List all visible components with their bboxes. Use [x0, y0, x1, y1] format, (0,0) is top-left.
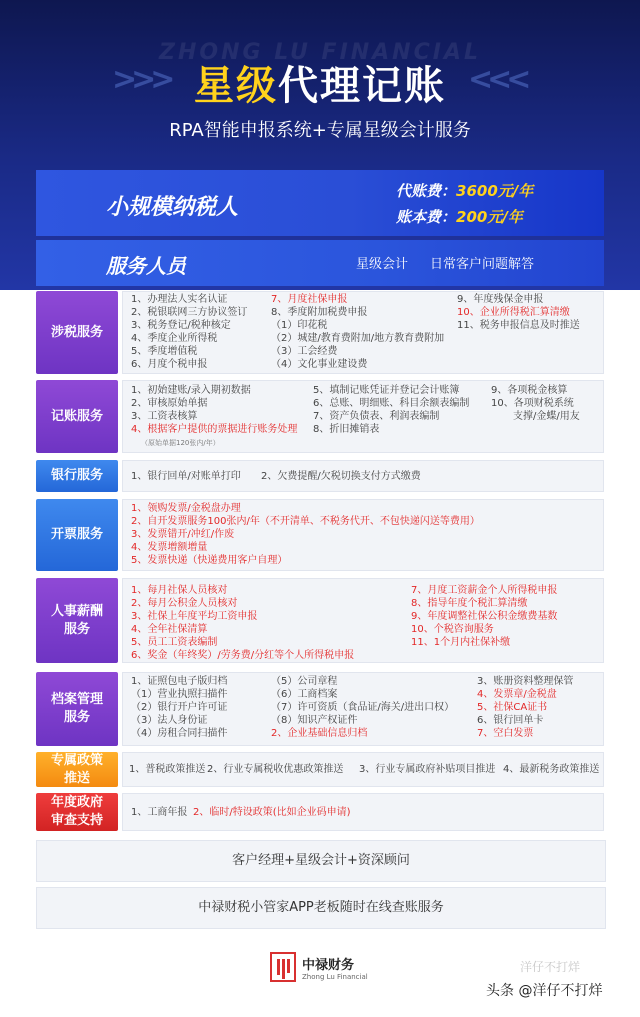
section-bookkeeping-label: 记账服务 — [36, 380, 118, 453]
list-item: 4、最新税务政策推送 — [503, 764, 600, 775]
list-item: 6、总账、明细账、科目余额表编制 — [313, 398, 470, 409]
list-item: 5、发票快递（快递费用客户自理） — [131, 555, 288, 566]
list-item: 4、全年社保清算 — [131, 624, 208, 635]
list-item: （6）工商档案 — [271, 689, 338, 700]
list-item: 11、1个月内社保补缴 — [411, 637, 511, 648]
label-line: 年度政府 — [50, 795, 103, 810]
list-item: 3、税务登记/税种核定 — [131, 320, 231, 331]
list-item: 9、年度调整社保公积金缴费基数 — [411, 611, 558, 622]
staff-role-2: 日常客户问题解答 — [430, 257, 535, 272]
list-item: 6、奖金（年终奖）/劳务费/分红等个人所得税申报 — [131, 650, 355, 661]
list-item: 7、资产负债表、利润表编制 — [313, 411, 440, 422]
section-invoice — [36, 499, 604, 571]
section-bank-label: 银行服务 — [36, 460, 118, 492]
list-item: 9、各项税金核算 — [491, 385, 568, 396]
taxpayer-type: 小规模纳税人 — [106, 195, 239, 220]
list-item: （8）知识产权证件 — [271, 715, 358, 726]
section-bank — [36, 460, 604, 492]
list-item: （1）营业执照扫描件 — [131, 689, 228, 700]
list-item: 4、发票增额增量 — [131, 542, 208, 553]
list-item: （4）文化事业建设费 — [271, 359, 368, 370]
list-item: 1、办理法人实名认证 — [131, 294, 228, 305]
fee-list — [396, 178, 533, 230]
list-item: 8、季度附加税费申报 — [271, 307, 368, 318]
list-item: 8、指导年度个税汇算清缴 — [411, 598, 528, 609]
label-line: 服务 — [63, 710, 90, 725]
fee2-label: 账本费： — [396, 208, 457, 226]
list-item: （1）印花税 — [271, 320, 328, 331]
staff-role-1: 星级会计 — [356, 257, 409, 272]
list-item: 5、季度增值税 — [131, 346, 198, 357]
list-item: 7、月度工资薪金个人所得税申报 — [411, 585, 558, 596]
list-item: 支撑/金蝶/用友 — [513, 411, 580, 422]
company-logo — [270, 952, 368, 982]
list-item: 8、折旧摊销表 — [313, 424, 380, 435]
list-item: （2）城建/教育费附加/地方教育费附加 — [271, 333, 445, 344]
section-policy-label — [36, 752, 118, 787]
source-watermark: 头条 @洋仔不打烊 — [486, 983, 603, 999]
hero-watermark: ZHONG LU FINANCIAL — [159, 40, 481, 65]
section-archive-label — [36, 672, 118, 746]
list-item: 2、企业基础信息归档 — [271, 728, 368, 739]
section-policy — [36, 752, 604, 787]
list-item: 3、工资表核算 — [131, 411, 198, 422]
section-invoice-label: 开票服务 — [36, 499, 118, 571]
label-line: 审查支持 — [50, 813, 103, 828]
list-item: 10、企业所得税汇算清缴 — [457, 307, 570, 318]
list-item: 4、季度企业所得税 — [131, 333, 218, 344]
left-chevron-decor: >>> — [112, 62, 170, 97]
list-item: 10、各项财税系统 — [491, 398, 574, 409]
list-item: （2）银行开户许可证 — [131, 702, 228, 713]
list-item: 3、账册资料整理保管 — [477, 676, 574, 687]
list-item: 4、根据客户提供的票据进行账务处理 — [131, 424, 298, 435]
section-hr-panel — [122, 578, 604, 663]
hero-banner — [0, 0, 640, 290]
section-gov-review — [36, 793, 604, 831]
staff-roles — [356, 253, 556, 272]
section-gov-review-panel — [122, 793, 604, 831]
list-item: 2、税银联网三方协议签订 — [131, 307, 248, 318]
price-band — [36, 170, 604, 236]
list-item: （3）工会经费 — [271, 346, 338, 357]
page-subtitle: RPA智能申报系统+专属星级会计服务 — [169, 120, 471, 141]
section-bookkeeping-panel — [122, 380, 604, 453]
list-item: 3、行业专属政府补贴项目推进 — [359, 764, 496, 775]
section-hr-label — [36, 578, 118, 663]
label-line: 档案管理 — [50, 692, 103, 707]
section-hr — [36, 578, 604, 663]
list-item: 2、临时/特设政策(比如企业码申请) — [193, 807, 351, 818]
section-tax-label: 涉税服务 — [36, 291, 118, 374]
list-item: 2、欠费提醒/欠税切换支付方式缴费 — [261, 471, 421, 482]
faded-watermark: 洋仔不打烊 — [520, 960, 581, 974]
list-item: 6、银行回单卡 — [477, 715, 544, 726]
list-item: （7）许可资质（食品证/海关/进出口权） — [271, 702, 455, 713]
list-item: 2、自开发票服务100张内/年（不开清单、不税务代开、不包快递闪送等费用） — [131, 516, 480, 527]
list-item: 1、领购发票/金税盘办理 — [131, 503, 241, 514]
list-item: 1、证照包电子版归档 — [131, 676, 228, 687]
section-tax-panel — [122, 291, 604, 374]
page-title: 星级代理记账 — [194, 63, 446, 109]
app-service-bar: 中禄财税小管家APP老板随时在线查账服务 — [36, 887, 606, 929]
list-item: 1、银行回单/对账单打印 — [131, 471, 241, 482]
logo-mark-icon — [270, 952, 296, 982]
section-tax — [36, 291, 604, 374]
section-gov-review-label — [36, 793, 118, 831]
section-bookkeeping — [36, 380, 604, 453]
list-item: 3、社保上年度平均工资申报 — [131, 611, 258, 622]
fee1-value: 3600元/年 — [456, 182, 534, 200]
list-item: 7、空白发票 — [477, 728, 534, 739]
logo-name: 中禄财务 — [302, 957, 355, 973]
list-item: 1、工商年报 — [131, 807, 188, 818]
staff-band — [36, 240, 604, 286]
list-item: 5、填制记账凭证并登记会计账簿 — [313, 385, 460, 396]
list-item: 2、行业专属税收优惠政策推送 — [207, 764, 344, 775]
list-item: 9、年度残保金申报 — [457, 294, 544, 305]
list-item: （4）房租合同扫描件 — [131, 728, 228, 739]
list-note: （原始单据120张内/年） — [141, 439, 220, 447]
list-item: 1、普税政策推送 — [129, 764, 206, 775]
list-item: 2、每月公积金人员核对 — [131, 598, 238, 609]
right-chevron-decor: <<< — [468, 62, 526, 97]
section-invoice-panel — [122, 499, 604, 571]
section-policy-panel — [122, 752, 604, 787]
list-item: 2、审核原始单据 — [131, 398, 208, 409]
label-line: 人事薪酬 — [50, 603, 103, 619]
fee2-value: 200元/年 — [456, 208, 523, 226]
section-bank-panel — [122, 460, 604, 492]
list-item: 1、初始建账/录入期初数据 — [131, 385, 251, 396]
list-item: （5）公司章程 — [271, 676, 338, 687]
label-line: 服务 — [63, 621, 90, 637]
label-line: 推送 — [63, 770, 90, 786]
list-item: 4、发票章/金税盘 — [477, 689, 557, 700]
staff-label: 服务人员 — [106, 254, 186, 278]
section-archive-panel — [122, 672, 604, 746]
list-item: 5、社保CA证书 — [477, 702, 548, 713]
list-item: 5、员工工资表编制 — [131, 637, 218, 648]
list-item: 3、发票错开/冲红/作废 — [131, 529, 235, 540]
team-bar: 客户经理+星级会计+资深顾问 — [36, 840, 606, 882]
label-line: 专属政策 — [50, 752, 103, 768]
section-archive — [36, 672, 604, 746]
logo-name-en: Zhong Lu Financial — [302, 972, 368, 981]
fee1-label: 代账费： — [396, 182, 457, 200]
list-item: 7、月度社保申报 — [271, 294, 348, 305]
list-item: 11、税务申报信息及时推送 — [457, 320, 580, 331]
list-item: 10、个税咨询服务 — [411, 624, 494, 635]
list-item: 1、每月社保人员核对 — [131, 585, 228, 596]
list-item: 6、月度个税申报 — [131, 359, 208, 370]
list-item: （3）法人身份证 — [131, 715, 208, 726]
